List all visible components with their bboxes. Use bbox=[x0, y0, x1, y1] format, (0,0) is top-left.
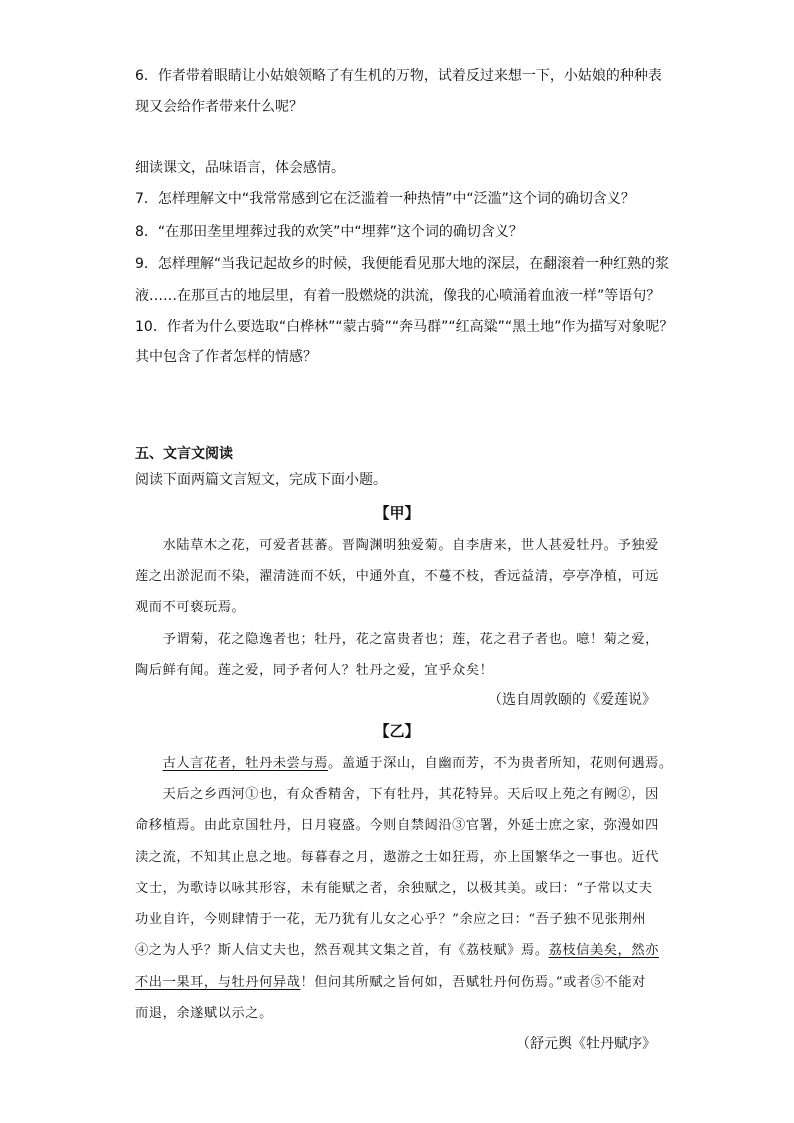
passage-yi-line: 渎之流，不知其止息之地。每暮春之月，遨游之士如狂焉，亦上国繁华之一事也。近代 bbox=[135, 850, 659, 865]
passage-text: ④之为人乎？斯人信丈夫也，然吾观其文集之首，有《荔枝赋》焉。 bbox=[135, 943, 549, 958]
question-10-line-1: 10．作者为什么要选取“白桦林”“蒙古骑”“奔马群”“红高粱”“黑土地”作为描写对象呢？ bbox=[135, 319, 674, 335]
section-5-title: 五、文言文阅读 bbox=[135, 446, 233, 462]
underlined-sentence: 古人言花者，牡丹未尝与焉 bbox=[162, 756, 329, 771]
passage-jia-line: 水陆草木之花，可爱者甚蕃。晋陶渊明独爱菊。自李唐来，世人甚爱牡丹。予独爱 bbox=[135, 538, 659, 553]
passage-jia-line: 予谓菊，花之隐逸者也；牡丹，花之富贵者也；莲，花之君子者也。噫！菊之爱， bbox=[135, 632, 659, 647]
passage-jia-line: 陶后鲜有闻。莲之爱，同予者何人？牡丹之爱，宜乎众矣！ bbox=[135, 663, 494, 678]
question-6-line-2: 现又会给作者带来什么呢？ bbox=[135, 99, 303, 115]
question-8: 8．“在那田垄里埋葬过我的欢笑”中“埋葬”这个词的确切含义？ bbox=[135, 224, 523, 240]
section-5-instruction: 阅读下面两篇文言短文，完成下面小题。 bbox=[135, 472, 387, 488]
passage-yi-line: 天后之乡西河①也，有众香精舍，下有牡丹，其花特异。天后叹上苑之有阙②，因 bbox=[135, 787, 659, 802]
passage-yi-label: 【乙】 bbox=[374, 722, 420, 740]
passage-text: ！但问其所赋之旨何如，吾赋牡丹何伤焉。”或者⑤不能对 bbox=[300, 975, 646, 990]
underlined-sentence: 不出一果耳，与牡丹何异哉 bbox=[135, 975, 301, 990]
passage-yi-line bbox=[135, 754, 673, 774]
passage-yi-line: 文士，为歌诗以咏其形容，未有能赋之者，余独赋之，以极其美。或曰：“子常以丈夫 bbox=[135, 881, 653, 896]
indent bbox=[135, 756, 163, 771]
passage-yi-line bbox=[135, 973, 646, 993]
section-intro: 细读课文，品味语言，体会感情。 bbox=[135, 160, 345, 176]
question-6-line-1: 6．作者带着眼睛让小姑娘领略了有生机的万物，试着反过来想一下，小姑娘的种种表 bbox=[135, 68, 662, 84]
passage-text: 。盖遁于深山，自幽而芳，不为贵者所知，花则何遇焉。 bbox=[328, 756, 673, 771]
passage-yi-line: 命移植焉。由此京国牡丹，日月寝盛。今则自禁闼沿③官署，外延士庶之家，弥漫如四 bbox=[135, 818, 659, 833]
passage-jia-line: 莲之出淤泥而不染，濯清涟而不妖，中通外直，不蔓不枝，香远益清，亭亭净植，可远 bbox=[135, 569, 659, 584]
passage-jia-label: 【甲】 bbox=[374, 504, 420, 522]
passage-jia-line: 观而不可亵玩焉。 bbox=[135, 600, 246, 615]
passage-yi-source: （舒元舆《牡丹赋序》 bbox=[516, 1036, 656, 1052]
question-9-line-1: 9．怎样理解“当我记起故乡的时候，我便能看见那大地的深层，在翻滚着一种红熟的浆 bbox=[135, 256, 670, 272]
passage-yi-line: 而退，余遂赋以示之。 bbox=[135, 1006, 273, 1021]
question-7: 7．怎样理解文中“我常常感到它在泛滥着一种热情”中“泛滥”这个词的确切含义？ bbox=[135, 191, 635, 207]
passage-yi-line: 功业自许，今则肆情于一花，无乃犹有儿女之心乎？”余应之曰：“吾子独不见张荆州 bbox=[135, 912, 647, 927]
passage-jia-source: （选自周敦颐的《爱莲说》 bbox=[488, 692, 656, 708]
passage-yi-line bbox=[135, 941, 659, 961]
question-9-line-2: 液……在那亘古的地层里，有着一股燃烧的洪流，像我的心喷涌着血液一样”等语句？ bbox=[135, 288, 661, 304]
question-10-line-2: 其中包含了作者怎样的情感？ bbox=[135, 349, 317, 365]
underlined-sentence: 荔枝信美矣，然亦 bbox=[548, 943, 659, 958]
